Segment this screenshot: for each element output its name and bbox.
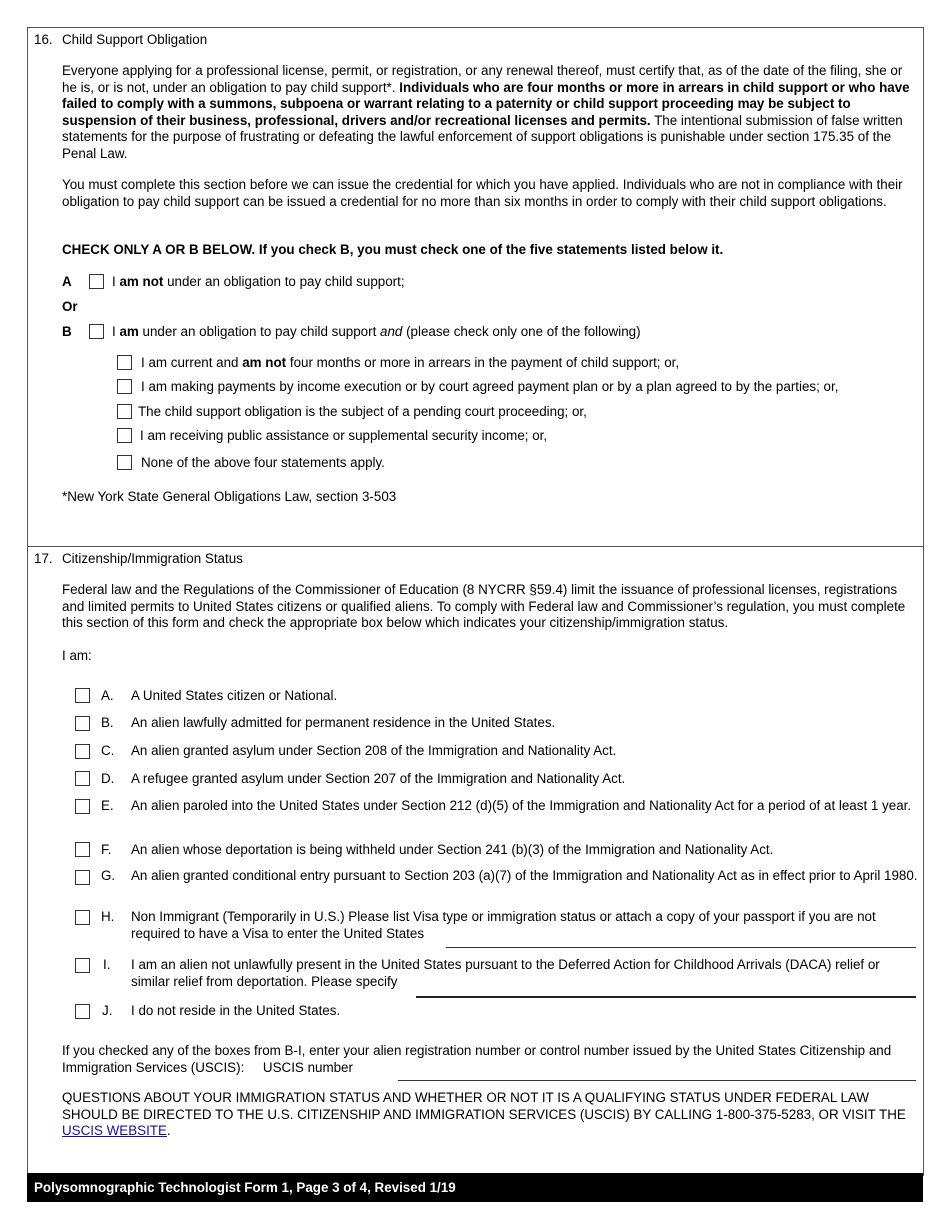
sub1-post: four months or more in arrears in the payment of child support; or,: [286, 355, 680, 370]
sub-option-5-label: None of the above four statements apply.: [141, 455, 385, 470]
section-divider: [27, 546, 923, 547]
citizen-option-j-letter: J.: [102, 1003, 113, 1018]
citizen-option-d-checkbox[interactable]: [75, 771, 90, 786]
sub-option-3-label: The child support obligation is the subject of a pending court proceeding; or,: [138, 404, 587, 419]
uscis-instruction: [62, 1043, 920, 1076]
section-17-number: 17.: [34, 551, 53, 566]
child-support-paragraph-1: [62, 63, 920, 162]
p1-text-a: Everyone applying for a professional license, permit, or registration, or any renewal thereof, must certify that, as of the date of the filing, she or he is, or is not, under an obligation to pay child support*.: [62, 63, 903, 95]
citizen-option-h-checkbox[interactable]: [75, 910, 90, 925]
citizen-option-c-checkbox[interactable]: [75, 744, 90, 759]
or-label: Or: [62, 299, 78, 314]
citizen-option-i-checkbox[interactable]: [75, 958, 90, 973]
sub-option-5-checkbox[interactable]: [117, 455, 132, 470]
child-support-paragraph-2: You must complete this section before we can issue the credential for which you have applied. Individuals who are not in compliance with their obligation to pay child support can be issued a credential for no more than six months in order to comply with their child support obligations.: [62, 177, 903, 209]
citizen-option-e-text: An alien paroled into the United States under Section 212 (d)(5) of the Immigration and Nationality Act for a period of at least 1 year.: [131, 798, 912, 813]
section-17-title: Citizenship/Immigration Status: [62, 551, 243, 566]
citizen-option-i-letter: I.: [103, 957, 111, 972]
sub1-bold: am not: [242, 355, 287, 370]
p1-text-c: The intentional submission of false written statements for the purpose of frustrating or defeating the lawful enforcement of support obligations is punishable under section 175.35 of the Penal Law.: [62, 112, 903, 161]
option-b-post: (please check only one of the following): [402, 324, 641, 339]
citizen-option-b-letter: B.: [101, 715, 114, 730]
citizen-option-a-text: A United States citizen or National.: [131, 688, 338, 703]
check-instruction: CHECK ONLY A OR B BELOW. If you check B, you must check one of the five statements listed below it.: [62, 242, 724, 257]
sub-option-1-checkbox[interactable]: [117, 355, 132, 370]
citizen-option-j-text: I do not reside in the United States.: [131, 1003, 341, 1018]
citizen-option-g-checkbox[interactable]: [75, 870, 90, 885]
citizen-option-h-letter: H.: [101, 909, 115, 924]
citizen-option-c-text: An alien granted asylum under Section 208 of the Immigration and Nationality Act.: [131, 743, 617, 758]
citizen-option-d-letter: D.: [101, 771, 115, 786]
option-a-post: under an obligation to pay child support;: [163, 274, 405, 289]
questions-end: .: [166, 1123, 171, 1138]
sub-option-1-label: [141, 355, 679, 372]
citizen-option-b-checkbox[interactable]: [75, 716, 90, 731]
citizenship-paragraph: Federal law and the Regulations of the Commissioner of Education (8 NYCRR §59.4) limit the issuance of professional licenses, registrations and limited permits to United States citizens or qualified aliens. To comply with Federal law and Commissioner’s regulation, you must complete this section of this form and check the appropriate box below which indicates your citizenship/immigration status.: [62, 582, 906, 630]
citizen-option-b-text: An alien lawfully admitted for permanent residence in the United States.: [131, 715, 556, 730]
section-16-number: 16.: [34, 32, 53, 47]
citizen-option-h-text: Non Immigrant (Temporarily in U.S.) Please list Visa type or immigration status or attach a copy of your passport if you are not required to have a Visa to enter the United States: [131, 909, 876, 941]
citizen-option-i-text: I am an alien not unlawfully present in the United States pursuant to the Deferred Action for Childhood Arrivals (DACA) relief or similar relief from deportation. Please specify: [131, 957, 880, 989]
sub-option-2-checkbox[interactable]: [117, 379, 132, 394]
option-a-pre: I: [112, 274, 120, 289]
questions-text: QUESTIONS ABOUT YOUR IMMIGRATION STATUS AND WHETHER OR NOT IT IS A QUALIFYING STATUS UNDER FEDERAL LAW SHOULD BE DIRECTED TO THE U.S. CITIZENSHIP AND IMMIGRATION SERVICES (USCIS) BY CALLING 1-800-375-5283, OR VISIT THE: [62, 1090, 906, 1122]
uscis-number-label: USCIS number: [262, 1059, 353, 1075]
citizen-option-e-checkbox[interactable]: [75, 799, 90, 814]
citizen-option-a-checkbox[interactable]: [75, 688, 90, 703]
option-a-label: [112, 274, 405, 291]
citizen-option-a-letter: A.: [101, 688, 114, 703]
footnote: *New York State General Obligations Law, section 3-503: [62, 489, 397, 504]
citizen-option-d-text: A refugee granted asylum under Section 207 of the Immigration and Nationality Act.: [131, 771, 626, 786]
option-b-italic: and: [380, 324, 403, 339]
citizen-option-e-letter: E.: [101, 798, 114, 813]
form-footer: Polysomnographic Technologist Form 1, Page 3 of 4, Revised 1/19: [27, 1173, 923, 1202]
sub-option-4-label: I am receiving public assistance or supplemental security income; or,: [140, 428, 548, 443]
option-a-checkbox[interactable]: [89, 274, 104, 289]
citizen-option-g-letter: G.: [101, 868, 116, 883]
sub1-pre: I am current and: [141, 355, 243, 370]
citizen-option-j-checkbox[interactable]: [75, 1004, 90, 1019]
option-b-label: [112, 324, 641, 341]
visa-type-input-line[interactable]: [446, 947, 916, 948]
uscis-website-link[interactable]: USCIS WEBSITE: [62, 1123, 167, 1138]
option-b-pre: I: [112, 324, 120, 339]
citizen-option-c-letter: C.: [101, 743, 115, 758]
citizen-option-f-text: An alien whose deportation is being withheld under Section 241 (b)(3) of the Immigration and Nationality Act.: [131, 842, 774, 857]
option-a-bold: am not: [119, 274, 164, 289]
sub-option-2-label: I am making payments by income execution or by court agreed payment plan or by a plan agreed to by the parties; or,: [141, 379, 839, 394]
citizen-option-f-letter: F.: [101, 842, 112, 857]
option-b-bold: am: [119, 324, 139, 339]
section-16-title: Child Support Obligation: [62, 32, 208, 47]
uscis-text: If you checked any of the boxes from B-I, enter your alien registration number or control number issued by the United States Citizenship and Immigration Services (USCIS):: [62, 1043, 892, 1075]
daca-specify-input-line[interactable]: [416, 996, 916, 998]
option-b-checkbox[interactable]: [89, 324, 104, 339]
sub-option-4-checkbox[interactable]: [117, 428, 132, 443]
uscis-number-input-line[interactable]: [398, 1080, 916, 1081]
citizen-option-f-checkbox[interactable]: [75, 842, 90, 857]
p1-text-bold: Individuals who are four months or more in arrears in child support or who have failed to comply with a summons, subpoena or warrant relating to a paternity or child support proceeding may be subject to suspension of their business, professional, drivers and/or recreational licenses and permits.: [62, 79, 910, 128]
option-b-letter: B: [62, 324, 72, 339]
i-am-label: I am:: [62, 648, 92, 663]
option-b-mid: under an obligation to pay child support: [138, 324, 381, 339]
questions-notice: [62, 1090, 920, 1140]
option-a-letter: A: [62, 274, 72, 289]
citizen-option-g-text: An alien granted conditional entry pursuant to Section 203 (a)(7) of the Immigration and Nationality Act as in effect prior to April 1980.: [131, 868, 918, 883]
sub-option-3-checkbox[interactable]: [117, 404, 132, 419]
